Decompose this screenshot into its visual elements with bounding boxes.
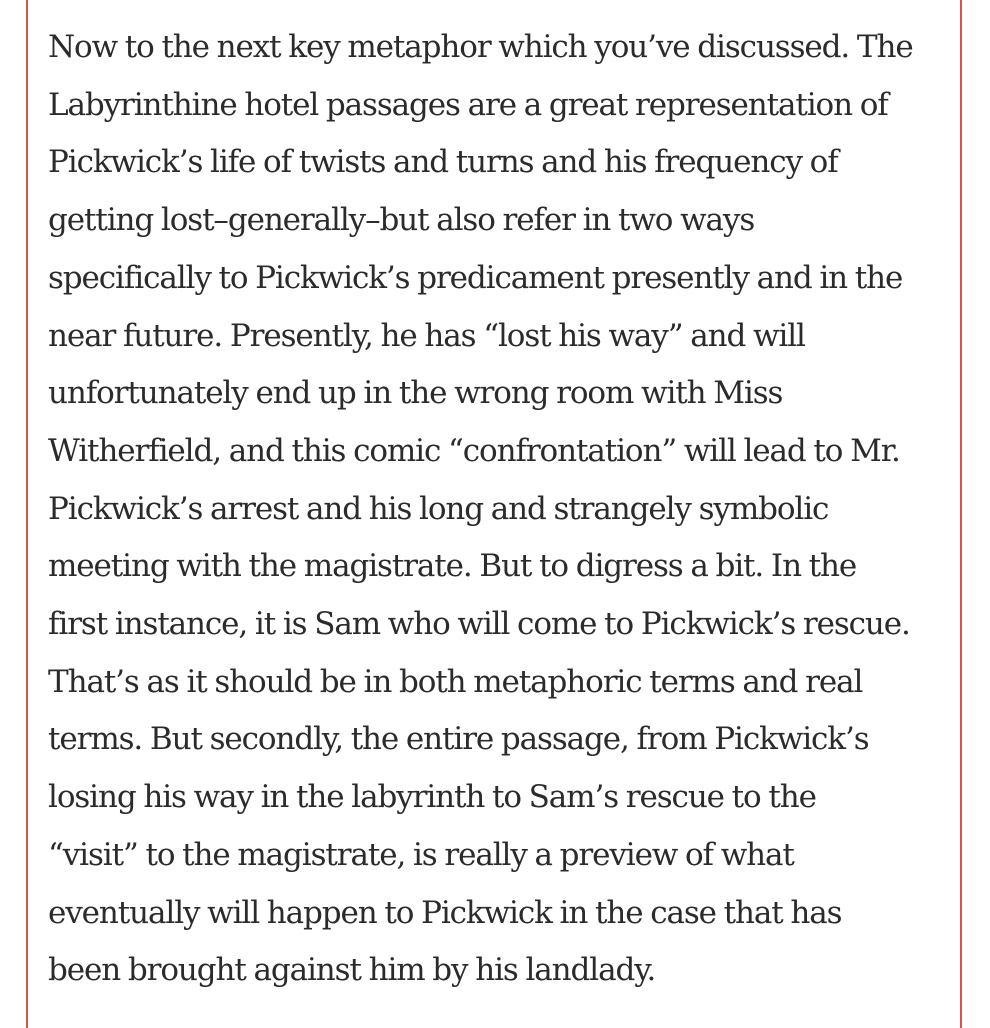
comment-line: Witherfield, and this comic “confrontation” will lead to Mr. xyxy=(48,432,900,469)
comment-line: Pickwick’s life of twists and turns and his frequency of xyxy=(48,144,838,181)
comment-line: been brought against him by his landlady. xyxy=(48,952,656,989)
comment-body xyxy=(48,19,938,1000)
comment-line: Now to the next key metaphor which you’ve discussed. The xyxy=(48,29,913,65)
comment-line: That’s as it should be in both metaphoric terms and real xyxy=(48,663,863,700)
comment-line: specifically to Pickwick’s predicament presently and in the xyxy=(48,259,903,296)
comment-line: meeting with the magistrate. But to digress a bit. In the xyxy=(48,548,857,585)
comment-line: losing his way in the labyrinth to Sam’s rescue to the xyxy=(48,779,816,816)
comment-line: “visit” to the magistrate, is really a preview of what xyxy=(48,836,794,873)
comment-line: Pickwick’s arrest and his long and strangely symbolic xyxy=(48,490,829,527)
comment-line: near future. Presently, he has “lost his way” and will xyxy=(48,317,805,354)
comment-line: getting lost–generally–but also refer in two ways xyxy=(48,202,755,239)
comment-line: unfortunately end up in the wrong room with Miss xyxy=(48,375,783,412)
comment-line: first instance, it is Sam who will come to Pickwick’s rescue. xyxy=(48,606,910,643)
comment-line: terms. But secondly, the entire passage, from Pickwick’s xyxy=(48,721,869,758)
comment-line: Labyrinthine hotel passages are a great representation of xyxy=(48,86,888,123)
comment-line: eventually will happen to Pickwick in the case that has xyxy=(48,894,842,931)
